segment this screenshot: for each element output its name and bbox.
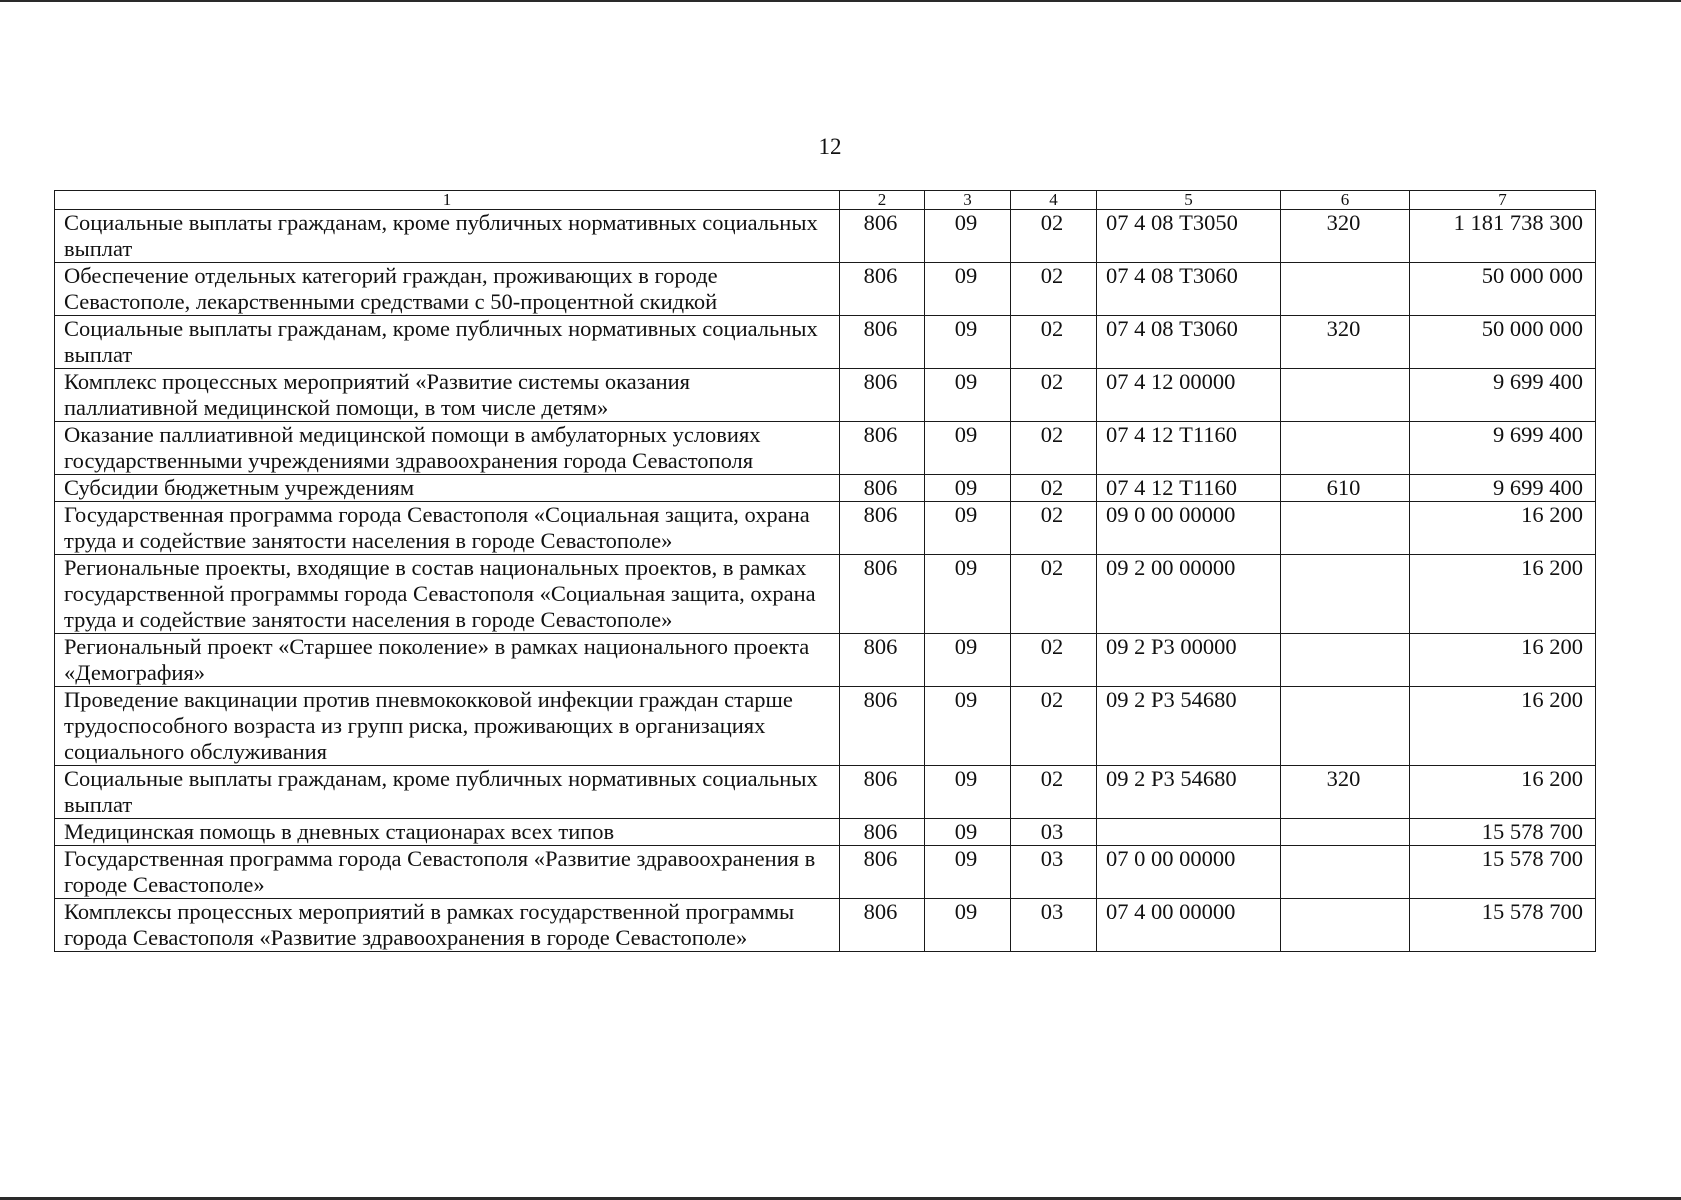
cell-admin-code: 806 xyxy=(840,634,925,687)
table-row xyxy=(55,316,1596,369)
table-row xyxy=(55,422,1596,475)
cell-target-article: 07 4 12 Т1160 xyxy=(1097,475,1281,502)
cell-section: 09 xyxy=(925,819,1011,846)
cell-expense-type xyxy=(1281,555,1410,634)
cell-target-article: 07 4 00 00000 xyxy=(1097,899,1281,952)
header-col-6: 6 xyxy=(1281,191,1410,210)
cell-admin-code: 806 xyxy=(840,210,925,263)
cell-name: Субсидии бюджетным учреждениям xyxy=(55,475,840,502)
cell-admin-code: 806 xyxy=(840,369,925,422)
cell-section: 09 xyxy=(925,846,1011,899)
cell-target-article xyxy=(1097,819,1281,846)
table-row xyxy=(55,263,1596,316)
cell-expense-type xyxy=(1281,502,1410,555)
cell-subsection: 02 xyxy=(1011,766,1097,819)
cell-expense-type: 320 xyxy=(1281,766,1410,819)
table-row xyxy=(55,687,1596,766)
cell-name: Медицинская помощь в дневных стационарах всех типов xyxy=(55,819,840,846)
cell-expense-type xyxy=(1281,687,1410,766)
table-header xyxy=(55,191,1596,210)
cell-subsection: 03 xyxy=(1011,846,1097,899)
cell-subsection: 02 xyxy=(1011,687,1097,766)
table-row xyxy=(55,475,1596,502)
table-row xyxy=(55,502,1596,555)
cell-section: 09 xyxy=(925,502,1011,555)
cell-admin-code: 806 xyxy=(840,502,925,555)
header-col-5: 5 xyxy=(1097,191,1281,210)
table-row xyxy=(55,369,1596,422)
cell-subsection: 02 xyxy=(1011,634,1097,687)
cell-name: Проведение вакцинации против пневмококковой инфекции граждан старше трудоспособного возраста из групп риска, проживающих в организациях социального обслуживания xyxy=(55,687,840,766)
table-row xyxy=(55,210,1596,263)
cell-expense-type xyxy=(1281,634,1410,687)
cell-admin-code: 806 xyxy=(840,263,925,316)
cell-amount: 16 200 xyxy=(1410,766,1596,819)
cell-expense-type xyxy=(1281,899,1410,952)
header-col-3: 3 xyxy=(925,191,1011,210)
cell-subsection: 02 xyxy=(1011,210,1097,263)
cell-subsection: 02 xyxy=(1011,555,1097,634)
cell-admin-code: 806 xyxy=(840,316,925,369)
cell-section: 09 xyxy=(925,422,1011,475)
budget-table xyxy=(54,190,1596,952)
table-row xyxy=(55,819,1596,846)
table-row xyxy=(55,555,1596,634)
cell-target-article: 07 4 08 Т3060 xyxy=(1097,263,1281,316)
cell-admin-code: 806 xyxy=(840,475,925,502)
cell-expense-type xyxy=(1281,846,1410,899)
cell-subsection: 02 xyxy=(1011,502,1097,555)
cell-amount: 9 699 400 xyxy=(1410,422,1596,475)
cell-expense-type: 320 xyxy=(1281,316,1410,369)
cell-amount: 15 578 700 xyxy=(1410,899,1596,952)
cell-target-article: 07 4 08 Т3050 xyxy=(1097,210,1281,263)
header-col-2: 2 xyxy=(840,191,925,210)
header-col-7: 7 xyxy=(1410,191,1596,210)
page-number: 12 xyxy=(818,134,842,159)
cell-admin-code: 806 xyxy=(840,555,925,634)
cell-subsection: 02 xyxy=(1011,475,1097,502)
cell-subsection: 03 xyxy=(1011,899,1097,952)
cell-section: 09 xyxy=(925,316,1011,369)
cell-section: 09 xyxy=(925,687,1011,766)
cell-admin-code: 806 xyxy=(840,846,925,899)
cell-admin-code: 806 xyxy=(840,899,925,952)
table-body xyxy=(55,210,1596,952)
cell-admin-code: 806 xyxy=(840,422,925,475)
cell-target-article: 07 4 12 Т1160 xyxy=(1097,422,1281,475)
cell-amount: 9 699 400 xyxy=(1410,369,1596,422)
cell-target-article: 09 0 00 00000 xyxy=(1097,502,1281,555)
cell-expense-type xyxy=(1281,369,1410,422)
cell-expense-type: 610 xyxy=(1281,475,1410,502)
cell-amount: 15 578 700 xyxy=(1410,819,1596,846)
cell-name: Комплекс процессных мероприятий «Развитие системы оказания паллиативной медицинской помощи, в том числе детям» xyxy=(55,369,840,422)
cell-amount: 50 000 000 xyxy=(1410,316,1596,369)
cell-amount: 15 578 700 xyxy=(1410,846,1596,899)
scan-edge-top xyxy=(0,0,1681,2)
cell-name: Социальные выплаты гражданам, кроме публичных нормативных социальных выплат xyxy=(55,210,840,263)
cell-subsection: 02 xyxy=(1011,316,1097,369)
cell-section: 09 xyxy=(925,475,1011,502)
cell-target-article: 09 2 Р3 00000 xyxy=(1097,634,1281,687)
header-col-1: 1 xyxy=(55,191,840,210)
cell-name: Социальные выплаты гражданам, кроме публичных нормативных социальных выплат xyxy=(55,316,840,369)
cell-amount: 9 699 400 xyxy=(1410,475,1596,502)
cell-expense-type xyxy=(1281,263,1410,316)
cell-name: Обеспечение отдельных категорий граждан, проживающих в городе Севастополе, лекарственными средствами с 50-процентной скидкой xyxy=(55,263,840,316)
cell-subsection: 02 xyxy=(1011,263,1097,316)
table-row xyxy=(55,634,1596,687)
cell-section: 09 xyxy=(925,899,1011,952)
table-row xyxy=(55,846,1596,899)
cell-admin-code: 806 xyxy=(840,819,925,846)
cell-amount: 16 200 xyxy=(1410,502,1596,555)
cell-name: Оказание паллиативной медицинской помощи в амбулаторных условиях государственными учреждениями здравоохранения города Севастополя xyxy=(55,422,840,475)
cell-target-article: 09 2 Р3 54680 xyxy=(1097,687,1281,766)
cell-subsection: 03 xyxy=(1011,819,1097,846)
cell-name: Региональные проекты, входящие в состав национальных проектов, в рамках государственной программы города Севастополя «Социальная защита, охрана труда и содействие занятости населения в городе Севастополе» xyxy=(55,555,840,634)
cell-target-article: 07 0 00 00000 xyxy=(1097,846,1281,899)
table-row xyxy=(55,899,1596,952)
cell-target-article: 09 2 Р3 54680 xyxy=(1097,766,1281,819)
table-row xyxy=(55,766,1596,819)
cell-expense-type: 320 xyxy=(1281,210,1410,263)
cell-name: Государственная программа города Севастополя «Социальная защита, охрана труда и содействие занятости населения в городе Севастополе» xyxy=(55,502,840,555)
cell-target-article: 07 4 08 Т3060 xyxy=(1097,316,1281,369)
cell-name: Социальные выплаты гражданам, кроме публичных нормативных социальных выплат xyxy=(55,766,840,819)
cell-target-article: 09 2 00 00000 xyxy=(1097,555,1281,634)
header-col-4: 4 xyxy=(1011,191,1097,210)
cell-amount: 1 181 738 300 xyxy=(1410,210,1596,263)
cell-admin-code: 806 xyxy=(840,766,925,819)
cell-amount: 16 200 xyxy=(1410,634,1596,687)
cell-target-article: 07 4 12 00000 xyxy=(1097,369,1281,422)
cell-amount: 16 200 xyxy=(1410,555,1596,634)
cell-section: 09 xyxy=(925,369,1011,422)
cell-subsection: 02 xyxy=(1011,422,1097,475)
cell-section: 09 xyxy=(925,263,1011,316)
cell-section: 09 xyxy=(925,555,1011,634)
cell-section: 09 xyxy=(925,634,1011,687)
cell-amount: 50 000 000 xyxy=(1410,263,1596,316)
cell-section: 09 xyxy=(925,766,1011,819)
cell-name: Комплексы процессных мероприятий в рамках государственной программы города Севастополя «Развитие здравоохранения в городе Севастополе» xyxy=(55,899,840,952)
cell-amount: 16 200 xyxy=(1410,687,1596,766)
cell-name: Государственная программа города Севастополя «Развитие здравоохранения в городе Севастополе» xyxy=(55,846,840,899)
header-row xyxy=(55,191,1596,210)
cell-admin-code: 806 xyxy=(840,687,925,766)
cell-expense-type xyxy=(1281,819,1410,846)
cell-expense-type xyxy=(1281,422,1410,475)
cell-section: 09 xyxy=(925,210,1011,263)
cell-subsection: 02 xyxy=(1011,369,1097,422)
cell-name: Региональный проект «Старшее поколение» в рамках национального проекта «Демография» xyxy=(55,634,840,687)
